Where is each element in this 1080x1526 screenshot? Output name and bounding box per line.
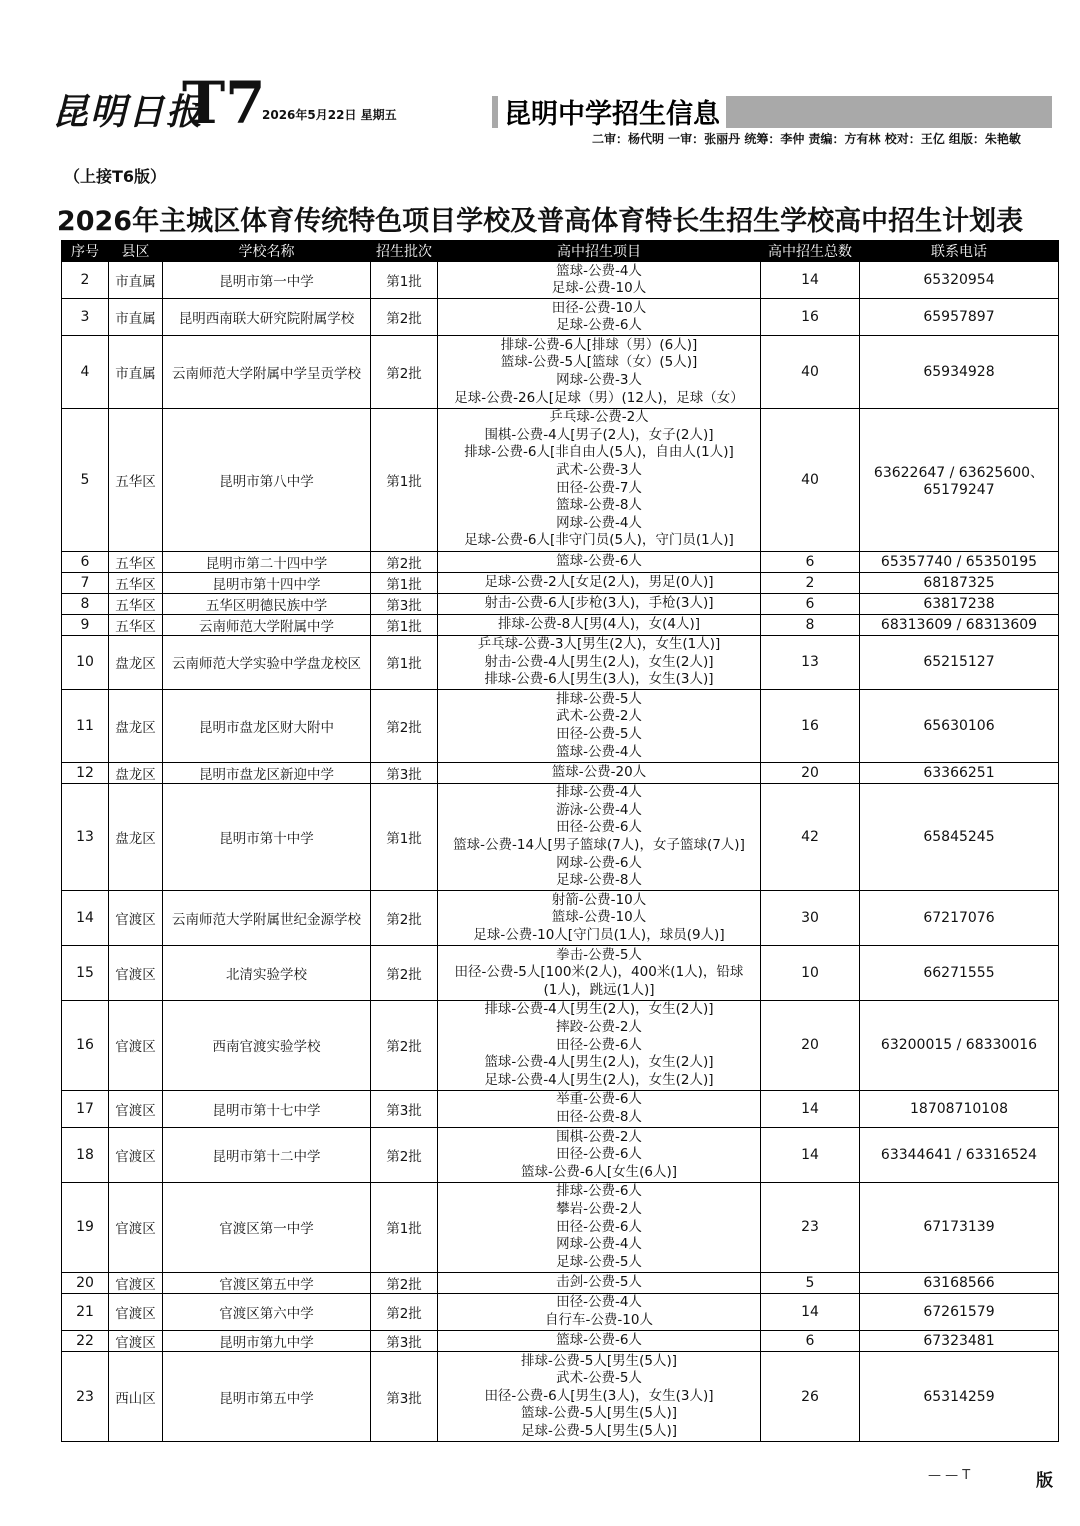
- document-title: 2026年主城区体育传统特色项目学校及普高体育特长生招生学校高中招生计划表: [56, 206, 1024, 237]
- enrollment-item: 田径-公费-4人: [556, 1294, 642, 1311]
- phone-cell: 67261579: [860, 1293, 1059, 1330]
- district-cell: 盘龙区: [109, 635, 163, 690]
- table-row: [62, 593, 1059, 614]
- items-cell: [438, 1128, 761, 1183]
- row-number: 3: [62, 299, 109, 336]
- footer-mark: — — T: [928, 1468, 971, 1483]
- header-items: 高中招生项目: [438, 241, 761, 262]
- district-cell: 盘龙区: [109, 762, 163, 783]
- enrollment-item: 射击-公费-6人[步枪(3人)，手枪(3人)]: [484, 594, 714, 611]
- phone-cell: 65630106: [860, 690, 1059, 762]
- total-cell: 14: [761, 1090, 860, 1127]
- items-cell: [438, 551, 761, 572]
- total-cell: 16: [761, 299, 860, 336]
- table-row: [62, 262, 1059, 299]
- enrollment-item: 篮球-公费-4人[男生(2人)，女生(2人)]: [484, 1054, 714, 1071]
- items-cell: [438, 614, 761, 635]
- enrollment-item: 排球-公费-5人[男生(5人)]: [521, 1352, 677, 1369]
- phone-cell: 65215127: [860, 635, 1059, 690]
- enrollment-item: 排球-公费-6人[男生(3人)，女生(3人)]: [484, 671, 714, 688]
- phone-cell: 66271555: [860, 946, 1059, 1001]
- enrollment-item: 排球-公费-4人: [556, 784, 642, 801]
- table-row: [62, 1182, 1059, 1272]
- enrollment-item: 排球-公费-6人[排球（男）(6人)]: [500, 336, 698, 353]
- phone-cell: 65934928: [860, 336, 1059, 408]
- enrollment-item: 足球-公费-8人: [556, 872, 642, 889]
- district-cell: 市直属: [109, 262, 163, 299]
- row-number: 10: [62, 635, 109, 690]
- school-name-cell: 云南师范大学附属中学呈贡学校: [163, 336, 371, 408]
- phone-cell: 67173139: [860, 1182, 1059, 1272]
- school-name-cell: 云南师范大学实验中学盘龙校区: [163, 635, 371, 690]
- school-name-cell: 昆明市盘龙区新迎中学: [163, 762, 371, 783]
- school-name-cell: 昆明市第十四中学: [163, 572, 371, 593]
- total-cell: 8: [761, 614, 860, 635]
- total-cell: 14: [761, 1128, 860, 1183]
- phone-cell: 63168566: [860, 1272, 1059, 1293]
- enrollment-item: 击剑-公费-5人: [556, 1274, 642, 1291]
- district-cell: 盘龙区: [109, 783, 163, 891]
- row-number: 22: [62, 1331, 109, 1352]
- total-cell: 20: [761, 1000, 860, 1090]
- table-row: [62, 1128, 1059, 1183]
- items-cell: [438, 408, 761, 551]
- table-row: [62, 336, 1059, 408]
- enrollment-item: 射箭-公费-10人: [551, 891, 647, 908]
- items-cell: [438, 1331, 761, 1352]
- school-name-cell: 云南师范大学附属世纪金源学校: [163, 891, 371, 946]
- batch-cell: 第1批: [371, 1182, 438, 1272]
- enrollment-item: 围棋-公费-4人[男子(2人)，女子(2人)]: [484, 426, 714, 443]
- continued-note: （上接T6版）: [64, 167, 167, 186]
- table-row: [62, 946, 1059, 1001]
- table-header-row: [62, 241, 1059, 262]
- school-name-cell: 官渡区第六中学: [163, 1293, 371, 1330]
- row-number: 4: [62, 336, 109, 408]
- enrollment-item: 田径-公费-5人: [556, 726, 642, 743]
- row-number: 11: [62, 690, 109, 762]
- table-row: [62, 783, 1059, 891]
- enrollment-item: 武术-公费-2人: [556, 708, 642, 725]
- school-name-cell: 昆明市第九中学: [163, 1331, 371, 1352]
- phone-cell: 65357740 / 65350195: [860, 551, 1059, 572]
- total-cell: 14: [761, 262, 860, 299]
- phone-cell: 63200015 / 68330016: [860, 1000, 1059, 1090]
- header-district: 县区: [109, 241, 163, 262]
- enrollment-item: 摔跤-公费-2人: [556, 1019, 642, 1036]
- total-cell: 26: [761, 1352, 860, 1442]
- school-name-cell: 昆明市第二十四中学: [163, 551, 371, 572]
- editor-credits: 二审：杨代明 一审：张丽丹 统筹：李仲 责编：方有林 校对：王亿 组版：朱艳敏: [592, 132, 1021, 146]
- table-row: [62, 299, 1059, 336]
- items-cell: [438, 783, 761, 891]
- school-name-cell: 五华区明德民族中学: [163, 593, 371, 614]
- footer-edition-label: 版: [1036, 1471, 1053, 1491]
- district-cell: 五华区: [109, 551, 163, 572]
- enrollment-item: 武术-公费-5人: [556, 1370, 642, 1387]
- total-cell: 13: [761, 635, 860, 690]
- header-total: 高中招生总数: [761, 241, 860, 262]
- total-cell: 14: [761, 1293, 860, 1330]
- enrollment-item: 田径-公费-8人: [556, 1109, 642, 1126]
- batch-cell: 第1批: [371, 408, 438, 551]
- total-cell: 40: [761, 408, 860, 551]
- row-number: 15: [62, 946, 109, 1001]
- items-cell: [438, 635, 761, 690]
- enrollment-item: 篮球-公费-4人: [556, 262, 642, 279]
- table-row: [62, 690, 1059, 762]
- enrollment-item: 足球-公费-5人: [556, 1253, 642, 1270]
- row-number: 23: [62, 1352, 109, 1442]
- table-row: [62, 891, 1059, 946]
- district-cell: 市直属: [109, 299, 163, 336]
- items-cell: [438, 1352, 761, 1442]
- row-number: 20: [62, 1272, 109, 1293]
- phone-cell: 63817238: [860, 593, 1059, 614]
- issue-date: 2026年5月22日 星期五: [262, 108, 397, 122]
- total-cell: 40: [761, 336, 860, 408]
- district-cell: 官渡区: [109, 1000, 163, 1090]
- phone-cell: 67323481: [860, 1331, 1059, 1352]
- batch-cell: 第3批: [371, 1352, 438, 1442]
- enrollment-item: 篮球-公费-6人: [556, 1332, 642, 1349]
- school-name-cell: 云南师范大学附属中学: [163, 614, 371, 635]
- enrollment-item: 足球-公费-26人[足球（男）(12人)，足球（女）: [454, 389, 744, 406]
- enrollment-item: 排球-公费-6人[非自由人(5人)，自由人(1人)]: [464, 444, 734, 461]
- table-row: [62, 1000, 1059, 1090]
- school-name-cell: 昆明西南联大研究院附属学校: [163, 299, 371, 336]
- phone-cell: 65320954: [860, 262, 1059, 299]
- batch-cell: 第1批: [371, 783, 438, 891]
- enrollment-item: 网球-公费-4人: [556, 514, 642, 531]
- table-row: [62, 635, 1059, 690]
- enrollment-item: 田径-公费-6人: [556, 1036, 642, 1053]
- school-name-cell: 昆明市第八中学: [163, 408, 371, 551]
- enrollment-item: 篮球-公费-10人: [551, 909, 647, 926]
- batch-cell: 第2批: [371, 336, 438, 408]
- total-cell: 5: [761, 1272, 860, 1293]
- table-row: [62, 1272, 1059, 1293]
- enrollment-item: 篮球-公费-14人[男子篮球(7人)，女子篮球(7人)]: [453, 837, 745, 854]
- enrollment-item: 拳击-公费-5人: [556, 946, 642, 963]
- total-cell: 10: [761, 946, 860, 1001]
- school-name-cell: 昆明市第十二中学: [163, 1128, 371, 1183]
- enrollment-item: 篮球-公费-8人: [556, 497, 642, 514]
- batch-cell: 第3批: [371, 1090, 438, 1127]
- enrollment-item: 排球-公费-5人: [556, 690, 642, 707]
- table-row: [62, 762, 1059, 783]
- items-cell: [438, 1000, 761, 1090]
- enrollment-item: 田径-公费-10人: [551, 299, 647, 316]
- batch-cell: 第2批: [371, 891, 438, 946]
- row-number: 16: [62, 1000, 109, 1090]
- enrollment-item: 篮球-公费-6人: [556, 552, 642, 569]
- enrollment-item: 田径-公费-7人: [556, 479, 642, 496]
- enrollment-item: (1人)，跳远(1人)]: [543, 981, 655, 998]
- enrollment-item: 游泳-公费-4人: [556, 801, 642, 818]
- enrollment-item: 篮球-公费-5人[篮球（女）(5人)]: [500, 354, 698, 371]
- table-row: [62, 572, 1059, 593]
- phone-cell: 65957897: [860, 299, 1059, 336]
- row-number: 17: [62, 1090, 109, 1127]
- items-cell: [438, 1272, 761, 1293]
- district-cell: 西山区: [109, 1352, 163, 1442]
- school-name-cell: 昆明市第五中学: [163, 1352, 371, 1442]
- newspaper-logo: 昆明日报: [52, 91, 205, 133]
- district-cell: 官渡区: [109, 1331, 163, 1352]
- batch-cell: 第1批: [371, 614, 438, 635]
- table-row: [62, 1090, 1059, 1127]
- total-cell: 6: [761, 551, 860, 572]
- row-number: 2: [62, 262, 109, 299]
- batch-cell: 第2批: [371, 1000, 438, 1090]
- batch-cell: 第1批: [371, 572, 438, 593]
- district-cell: 五华区: [109, 593, 163, 614]
- enrollment-item: 举重-公费-6人: [556, 1091, 642, 1108]
- district-cell: 官渡区: [109, 1272, 163, 1293]
- enrollment-item: 足球-公费-6人: [556, 317, 642, 334]
- phone-cell: 63344641 / 63316524: [860, 1128, 1059, 1183]
- row-number: 19: [62, 1182, 109, 1272]
- items-cell: [438, 1182, 761, 1272]
- enrollment-item: 攀岩-公费-2人: [556, 1201, 642, 1218]
- table-row: [62, 1293, 1059, 1330]
- row-number: 12: [62, 762, 109, 783]
- table-row: [62, 1331, 1059, 1352]
- row-number: 7: [62, 572, 109, 593]
- enrollment-item: 乒乓球-公费-2人: [549, 409, 649, 426]
- batch-cell: 第2批: [371, 299, 438, 336]
- district-cell: 官渡区: [109, 891, 163, 946]
- row-number: 13: [62, 783, 109, 891]
- row-number: 9: [62, 614, 109, 635]
- items-cell: [438, 1293, 761, 1330]
- items-cell: [438, 299, 761, 336]
- table-row: [62, 614, 1059, 635]
- district-cell: 官渡区: [109, 946, 163, 1001]
- items-cell: [438, 593, 761, 614]
- total-cell: 42: [761, 783, 860, 891]
- district-cell: 市直属: [109, 336, 163, 408]
- school-name-cell: 昆明市第十七中学: [163, 1090, 371, 1127]
- phone-cell: 63622647 / 63625600、65179247: [860, 408, 1059, 551]
- district-cell: 五华区: [109, 572, 163, 593]
- items-cell: [438, 690, 761, 762]
- batch-cell: 第1批: [371, 262, 438, 299]
- phone-cell: 65314259: [860, 1352, 1059, 1442]
- enrollment-item: 排球-公费-6人: [556, 1183, 642, 1200]
- section-title: 昆明中学招生信息: [498, 92, 726, 131]
- enrollment-item: 篮球-公费-4人: [556, 743, 642, 760]
- enrollment-item: 网球-公费-4人: [556, 1236, 642, 1253]
- district-cell: 五华区: [109, 408, 163, 551]
- district-cell: 五华区: [109, 614, 163, 635]
- batch-cell: 第3批: [371, 1331, 438, 1352]
- batch-cell: 第2批: [371, 1272, 438, 1293]
- items-cell: [438, 262, 761, 299]
- enrollment-item: 乒乓球-公费-3人[男生(2人)，女生(1人)]: [477, 636, 721, 653]
- enrollment-item: 排球-公费-4人[男生(2人)，女生(2人)]: [484, 1001, 714, 1018]
- batch-cell: 第3批: [371, 762, 438, 783]
- district-cell: 官渡区: [109, 1128, 163, 1183]
- district-cell: 官渡区: [109, 1090, 163, 1127]
- district-cell: 盘龙区: [109, 690, 163, 762]
- enrollment-item: 足球-公费-2人[女足(2人)，男足(0人)]: [484, 573, 714, 590]
- school-name-cell: 西南官渡实验学校: [163, 1000, 371, 1090]
- enrollment-item: 田径-公费-6人: [556, 1218, 642, 1235]
- row-number: 8: [62, 593, 109, 614]
- header-no: 序号: [62, 241, 109, 262]
- phone-cell: 67217076: [860, 891, 1059, 946]
- phone-cell: 63366251: [860, 762, 1059, 783]
- enrollment-item: 武术-公费-3人: [556, 462, 642, 479]
- page-code: T7: [182, 69, 266, 137]
- enrollment-item: 网球-公费-3人: [556, 372, 642, 389]
- enrollment-item: 田径-公费-6人[男生(3人)，女生(3人)]: [484, 1387, 714, 1404]
- school-name-cell: 官渡区第五中学: [163, 1272, 371, 1293]
- enrollment-item: 篮球-公费-6人[女生(6人)]: [521, 1163, 677, 1180]
- total-cell: 16: [761, 690, 860, 762]
- enrollment-item: 篮球-公费-20人: [551, 763, 647, 780]
- enrollment-item: 足球-公费-10人: [551, 280, 647, 297]
- district-cell: 官渡区: [109, 1182, 163, 1272]
- row-number: 21: [62, 1293, 109, 1330]
- school-name-cell: 北清实验学校: [163, 946, 371, 1001]
- total-cell: 6: [761, 1331, 860, 1352]
- school-name-cell: 昆明市第一中学: [163, 262, 371, 299]
- enrollment-item: 田径-公费-5人[100米(2人)，400米(1人)，铅球: [454, 964, 744, 981]
- row-number: 6: [62, 551, 109, 572]
- enrollment-item: 篮球-公费-5人[男生(5人)]: [521, 1405, 677, 1422]
- enrollment-item: 足球-公费-10人[守门员(1人)，球员(9人)]: [473, 927, 725, 944]
- phone-cell: 18708710108: [860, 1090, 1059, 1127]
- enrollment-item: 自行车-公费-10人: [545, 1312, 653, 1329]
- batch-cell: 第2批: [371, 690, 438, 762]
- phone-cell: 68313609 / 68313609: [860, 614, 1059, 635]
- items-cell: [438, 572, 761, 593]
- enrollment-item: 田径-公费-6人: [556, 819, 642, 836]
- phone-cell: 68187325: [860, 572, 1059, 593]
- batch-cell: 第1批: [371, 635, 438, 690]
- batch-cell: 第2批: [371, 1128, 438, 1183]
- items-cell: [438, 1090, 761, 1127]
- total-cell: 2: [761, 572, 860, 593]
- table-row: [62, 1352, 1059, 1442]
- enrollment-item: 田径-公费-6人: [556, 1146, 642, 1163]
- total-cell: 6: [761, 593, 860, 614]
- items-cell: [438, 891, 761, 946]
- enrollment-item: 围棋-公费-2人: [556, 1128, 642, 1145]
- total-cell: 30: [761, 891, 860, 946]
- batch-cell: 第2批: [371, 1293, 438, 1330]
- header-school: 学校名称: [163, 241, 371, 262]
- district-cell: 官渡区: [109, 1293, 163, 1330]
- items-cell: [438, 946, 761, 1001]
- row-number: 5: [62, 408, 109, 551]
- enrollment-item: 足球-公费-6人[非守门员(5人)，守门员(1人)]: [464, 532, 734, 549]
- masthead: [0, 70, 1080, 150]
- batch-cell: 第2批: [371, 946, 438, 1001]
- row-number: 14: [62, 891, 109, 946]
- phone-cell: 65845245: [860, 783, 1059, 891]
- enrollment-item: 射击-公费-4人[男生(2人)，女生(2人)]: [484, 653, 714, 670]
- table-row: [62, 551, 1059, 572]
- table-row: [62, 408, 1059, 551]
- batch-cell: 第3批: [371, 593, 438, 614]
- enrollment-item: 足球-公费-4人[男生(2人)，女生(2人)]: [484, 1071, 714, 1088]
- row-number: 18: [62, 1128, 109, 1183]
- total-cell: 20: [761, 762, 860, 783]
- header-phone: 联系电话: [860, 241, 1059, 262]
- items-cell: [438, 762, 761, 783]
- enrollment-item: 排球-公费-8人[男(4人)，女(4人)]: [497, 615, 701, 632]
- total-cell: 23: [761, 1182, 860, 1272]
- header-batch: 招生批次: [371, 241, 438, 262]
- items-cell: [438, 336, 761, 408]
- school-name-cell: 昆明市盘龙区财大附中: [163, 690, 371, 762]
- enrollment-item: 网球-公费-6人: [556, 854, 642, 871]
- school-name-cell: 昆明市第十中学: [163, 783, 371, 891]
- school-name-cell: 官渡区第一中学: [163, 1182, 371, 1272]
- enrollment-item: 足球-公费-5人[男生(5人)]: [521, 1423, 677, 1439]
- enrollment-plan-table: [61, 240, 1059, 1442]
- batch-cell: 第2批: [371, 551, 438, 572]
